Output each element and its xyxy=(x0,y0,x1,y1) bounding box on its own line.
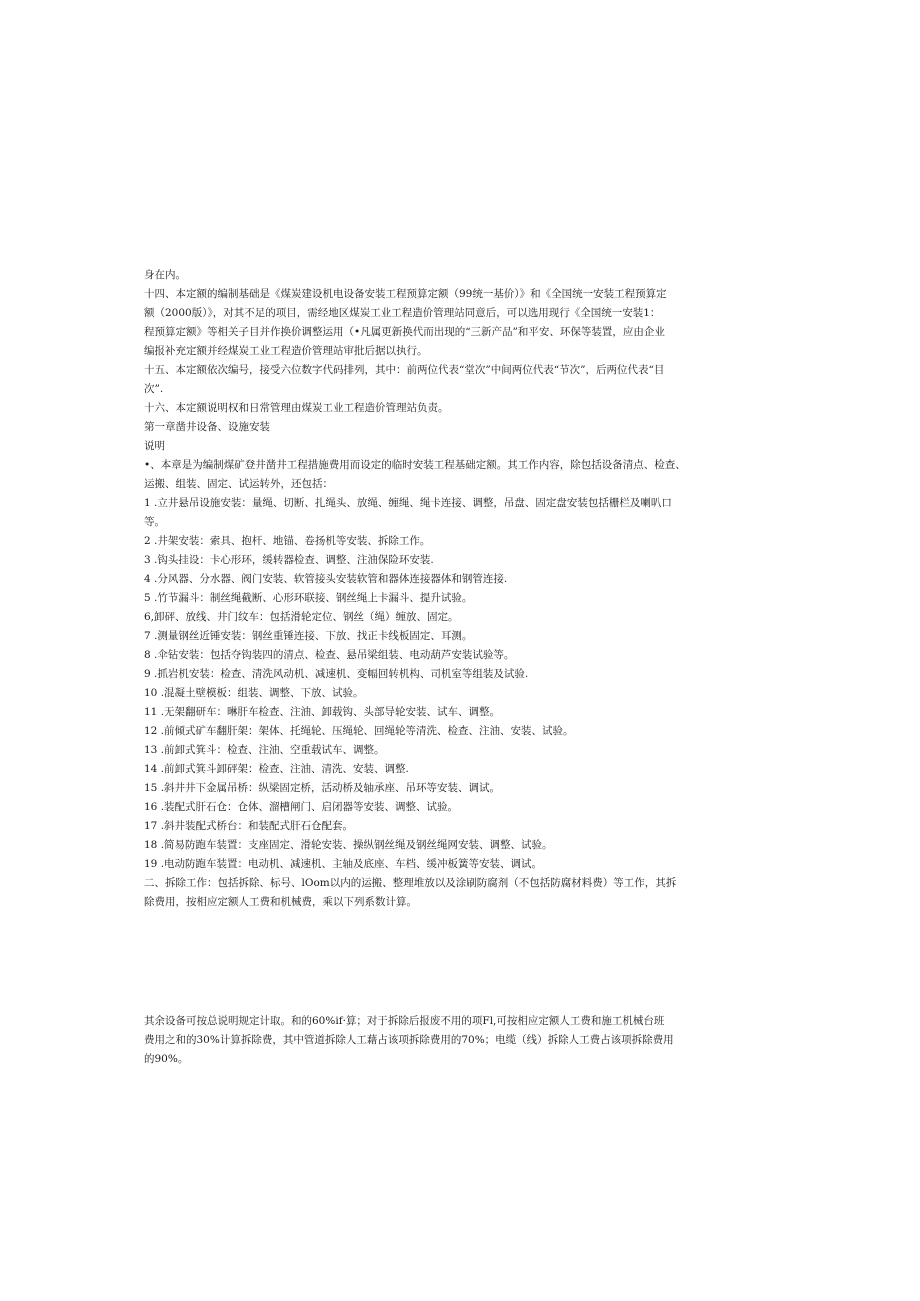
chapter-heading: 第一章凿井设备、设施安装 xyxy=(144,421,270,433)
list-item: 5 .竹节漏斗：制丝绳截断、心形环联接、钢丝绳上卡漏斗、提升试验。 xyxy=(144,592,473,604)
list-item: 4 .分风器、分水器、阀门安装、软管接头安装软管和器体连接器体和钢管连接. xyxy=(144,573,508,585)
text-line: 二、拆除工作：包括拆除、标号、lOom以内的运搬、整理堆放以及涂刷防腐剂（不包括防腐材料费）等工作，其拆 xyxy=(144,877,677,889)
list-item: 8 .伞钻安装：包括夺钩装四的清点、检查、悬吊梁组装、电动葫芦安装试验等。 xyxy=(144,649,515,661)
list-item: 6,卸砰、放线、井门纹车：包括滑轮定位、钢丝（绳）缠放、固定。 xyxy=(144,611,459,623)
list-item: 7 .测量钢丝近锤安装：钢丝重锤连接、下放、找正卡线板固定、耳测。 xyxy=(144,630,473,642)
text-line: 编报补充定额并经煤炭工业工程造价管理站审批后据以执行。 xyxy=(144,345,428,357)
list-item: 14 .前卸式箕斗卸砰架：检查、注油、清洗、安装、调整. xyxy=(144,763,409,775)
list-item: 13 .前卸式箕斗：检查、注油、空重载试车、调整。 xyxy=(144,744,385,756)
text-line: 费用之和的30%计算拆除费，其中管道拆除人工藉占该项拆除费用的70%；电缆（线）拆除人工费占该项拆除费用 xyxy=(144,1034,674,1046)
text-line: 程预算定额》等相关子目并作换价调整运用（•凡属更新换代而出现的“三新产品”和平安、环保等装置，应由企业 xyxy=(144,326,665,338)
text-line: 次”. xyxy=(144,383,164,395)
list-item: 19 .电动防跑车装置：电动机、减速机、主轴及底座、车档、缓冲板簧等安装、调试。 xyxy=(144,858,543,870)
list-item: 2 .井架安装：索具、抱杆、地锚、卷扬机等安装、拆除工作。 xyxy=(144,535,431,547)
list-item: 10 .混凝土壁模板：组装、调整、下放、试验。 xyxy=(144,687,364,699)
text-line: •、本章是为编制煤矿登井凿井工程措施费用而设定的临时安装工程基础定额。其工作内容，除包括设备清点、检查、 xyxy=(144,459,686,471)
text-line: 其余设备可按总说明规定计取。和的60%if·算；对于拆除后报废不用的项Fl,可按相应定额人工费和施工机械台班 xyxy=(144,1015,665,1027)
text-line: 除费用，按相应定额人工费和机械费，乘以下列系数计算。 xyxy=(144,896,417,908)
list-item: 9 .抓岩机安装：检查、清洗风动机、减速机、变幅回转机构、司机室等组装及试验. xyxy=(144,668,529,680)
text-line: 额（2000版）》，对其不足的项目，需经地区煤炭工业工程造价管理站同意后，可以选用现行《全国统一安装1： xyxy=(144,307,661,319)
list-item: 18 .简易防跑车装置：支座固定、滑轮安装、操纵钢丝绳及钢丝绳网安装、调整、试验。 xyxy=(144,839,553,851)
list-item: 15 .斜井井下金属吊桥：纵梁固定桥，活动桥及轴承座、吊环等安装、调试。 xyxy=(144,782,501,794)
text-line: 等。 xyxy=(144,516,165,528)
list-item: 1 .立井悬吊设施安装：量绳、切断、扎绳头、放绳、缠绳、绳卡连接、调整，吊盘、固定盘安装包括栅栏及喇叭口 xyxy=(144,497,672,509)
text-line: 十六、本定额说明权和日常管理由煤炭工业工程造价管理站负责。 xyxy=(144,402,449,414)
list-item: 11 .无架翻研车：晽肝车检查、注油、卸载钩、头部导轮安装、试车、调整。 xyxy=(144,706,501,718)
section-heading: 说明 xyxy=(144,440,165,452)
text-line: 十四、本定额的编制基础是《煤炭建设机电设备安装工程预算定额（99统一基价）》和《全国统一安装工程预算定 xyxy=(144,288,667,300)
list-item: 12 .前倾式矿车翻肝架：架体、托绳轮、压绳轮、回绳轮等清洗、检查、注油、安装、试验。 xyxy=(144,725,574,737)
text-line: 运搬、组装、固定、试运转外，还包括： xyxy=(144,478,333,490)
text-line: 身在内。 xyxy=(144,269,186,281)
list-item: 16 .装配式肝石仓：仓体、溜槽闸门、启闭器等安装、调整、试验。 xyxy=(144,801,459,813)
list-item: 17 .斜井装配式桥台：和装配式肝石仓配套。 xyxy=(144,820,354,832)
text-line: 十五、本定额依次编号，接受六位数字代码排列，其中：前两位代表“堂次”中间两位代表“节次”，后两位代表“目 xyxy=(144,364,665,376)
text-line: 的90%。 xyxy=(144,1053,189,1065)
list-item: 3 .钩头挂设：卡心形环，缓转器检查、调整、注油保险环安装. xyxy=(144,554,434,566)
